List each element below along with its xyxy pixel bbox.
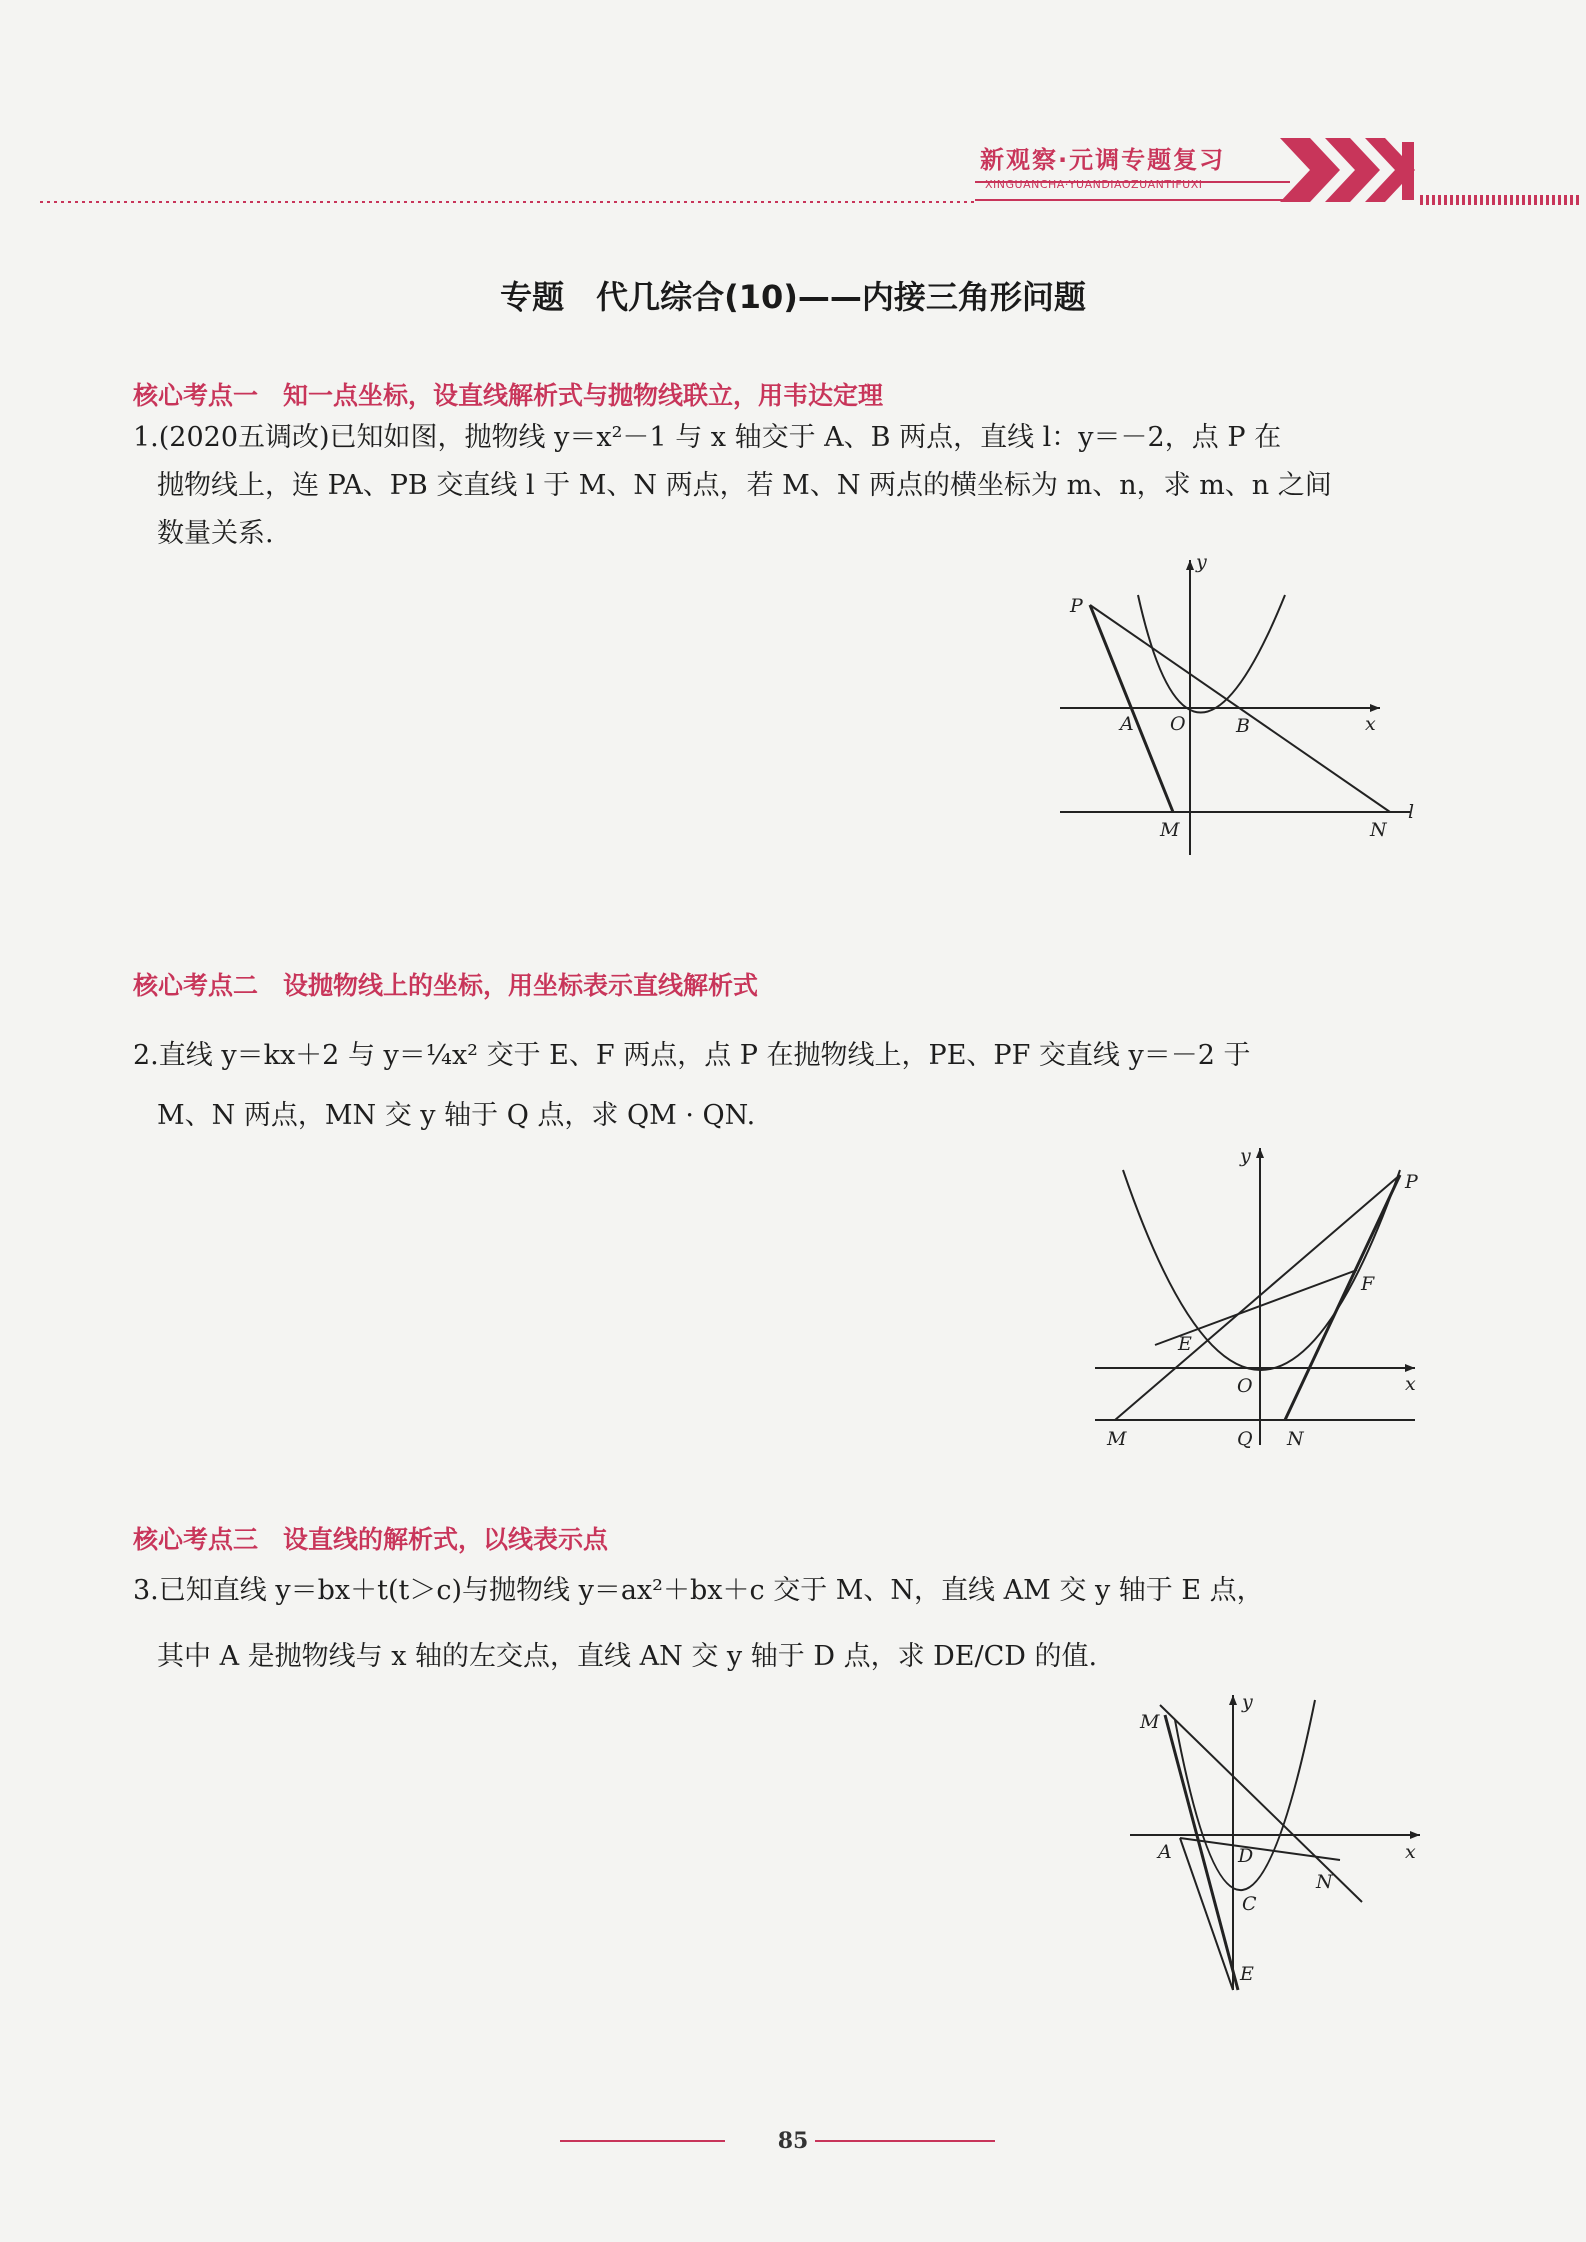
question-3 [133,1558,1423,1690]
fig1-label-O: O [1170,713,1186,735]
figure-1-diagram [1060,550,1430,870]
fig2-line-PM [1115,1175,1400,1420]
figure-3-diagram [1130,1690,1430,2000]
fig2-line-PN [1285,1175,1400,1420]
question-1 [133,414,1423,558]
figure-2 [1095,1140,1435,1460]
fig1-label-x: x [1365,713,1376,735]
fig3-label-D: D [1238,1845,1254,1867]
fig2-label-O: O [1237,1375,1253,1397]
fig1-label-M: M [1160,819,1180,841]
fig3-line-AE [1180,1838,1233,1990]
fig1-label-P: P [1070,595,1083,617]
question-3-line-2: 其中 A 是抛物线与 x 轴的左交点，直线 AN 交 y 轴于 D 点，求 DE/CD 的值. [157,1641,1098,1672]
header-subtitle: XINGUANCHA·YUANDIAOZUANTIFUXI [985,178,1203,191]
fig1-label-B: B [1236,715,1250,737]
question-1-line-2: 抛物线上，连 PA、PB 交直线 l 于 M、N 两点，若 M、N 两点的横坐标为 m、n，求 m、n 之间 [157,470,1332,501]
fig1-label-l: l [1408,801,1415,823]
header-decoration [0,120,1586,220]
question-3-line-1: 3.已知直线 y＝bx＋t(t＞c)与抛物线 y＝ax²＋bx＋c 交于 M、N，直线 AM 交 y 轴于 E 点， [133,1575,1264,1606]
figure-1 [1060,550,1430,870]
fig3-label-A: A [1158,1841,1172,1863]
figure-2-diagram [1095,1140,1435,1460]
fig2-label-F: F [1361,1273,1375,1295]
fig1-label-A: A [1120,713,1134,735]
fig2-parabola [1123,1170,1400,1370]
fig2-label-Q: Q [1237,1428,1253,1450]
question-2-line-2: M、N 两点，MN 交 y 轴于 Q 点，求 QM · QN. [157,1100,756,1131]
question-1-line-1: 1.(2020五调改)已知如图，抛物线 y＝x²－1 与 x 轴交于 A、B 两点，直线 l：y＝－2，点 P 在 [133,422,1282,453]
fig3-label-M: M [1140,1711,1160,1733]
page-title: 专题 代几综合(10)——内接三角形问题 [500,278,1086,316]
header-title: 新观察·元调专题复习 [980,146,1226,174]
fig1-label-y: y [1196,551,1207,573]
figure-3 [1130,1690,1430,2000]
fig2-label-M: M [1107,1428,1127,1450]
fig3-label-C: C [1242,1893,1257,1915]
fig2-label-N: N [1287,1428,1304,1450]
section-heading-2: 核心考点二 设抛物线上的坐标，用坐标表示直线解析式 [133,971,759,1000]
fig2-label-y: y [1240,1145,1251,1167]
fig3-label-y: y [1242,1691,1253,1713]
fig3-line-AM-E [1165,1715,1238,1990]
fig2-label-P: P [1405,1171,1418,1193]
question-2 [133,1026,1423,1146]
fig3-label-E: E [1240,1963,1254,1985]
fig2-label-E: E [1178,1333,1192,1355]
page-number: 85 [777,2128,809,2154]
question-1-line-3: 数量关系. [157,518,274,549]
fig2-label-x: x [1405,1373,1416,1395]
fig1-label-N: N [1370,819,1387,841]
section-heading-1: 核心考点一 知一点坐标，设直线解析式与抛物线联立，用韦达定理 [133,381,884,410]
question-2-line-1: 2.直线 y＝kx＋2 与 y＝¼x² 交于 E、F 两点，点 P 在抛物线上，PE、PF 交直线 y＝－2 于 [133,1040,1251,1071]
fig3-label-N: N [1316,1871,1333,1893]
section-heading-3: 核心考点三 设直线的解析式，以线表示点 [133,1525,609,1554]
fig3-label-x: x [1405,1841,1416,1863]
